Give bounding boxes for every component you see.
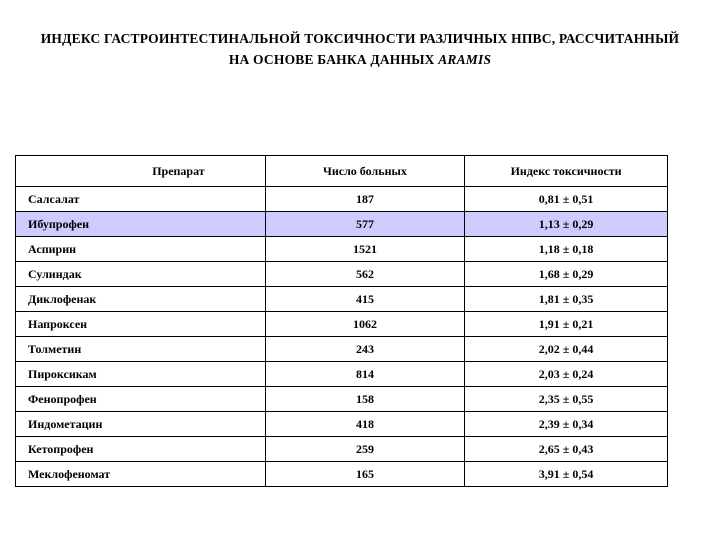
- patients-cell: 259: [265, 437, 465, 462]
- table-row: [16, 462, 668, 487]
- patients-cell: 577: [265, 212, 465, 237]
- slide-title-line1: ИНДЕКС ГАСТРОИНТЕСТИНАЛЬНОЙ ТОКСИЧНОСТИ РАЗЛИЧНЫХ НПВС, РАССЧИТАННЫЙ: [40, 31, 680, 46]
- toxicity-index-cell: 1,68 ± 0,29: [465, 262, 668, 287]
- patients-cell: 415: [265, 287, 465, 312]
- drug-cell: Диклофенак: [16, 287, 266, 312]
- table-row: [16, 337, 668, 362]
- patients-cell: 418: [265, 412, 465, 437]
- toxicity-index-cell: 2,65 ± 0,43: [465, 437, 668, 462]
- slide-title-databank-name: ARAMIS: [438, 52, 492, 67]
- table-row: [16, 237, 668, 262]
- toxicity-table: [15, 155, 668, 487]
- patients-cell: 814: [265, 362, 465, 387]
- drug-cell: Ибупрофен: [16, 212, 266, 237]
- drug-cell: Меклофеномат: [16, 462, 266, 487]
- toxicity-index-cell: 0,81 ± 0,51: [465, 187, 668, 212]
- table-row: [16, 262, 668, 287]
- table-row: [16, 212, 668, 237]
- drug-cell: Индометацин: [16, 412, 266, 437]
- table-row: [16, 312, 668, 337]
- table-row: [16, 387, 668, 412]
- header-patients: Число больных: [265, 156, 465, 187]
- toxicity-index-cell: 1,81 ± 0,35: [465, 287, 668, 312]
- toxicity-index-cell: 3,91 ± 0,54: [465, 462, 668, 487]
- table-row: [16, 362, 668, 387]
- drug-cell: Фенопрофен: [16, 387, 266, 412]
- slide-title: [18, 28, 702, 70]
- toxicity-index-cell: 2,03 ± 0,24: [465, 362, 668, 387]
- slide-title-line2: НА ОСНОВЕ БАНКА ДАННЫХ: [228, 52, 439, 67]
- patients-cell: 187: [265, 187, 465, 212]
- drug-cell: Пироксикам: [16, 362, 266, 387]
- patients-cell: 243: [265, 337, 465, 362]
- header-drug: Препарат: [16, 156, 266, 187]
- toxicity-index-cell: 1,18 ± 0,18: [465, 237, 668, 262]
- drug-cell: Аспирин: [16, 237, 266, 262]
- patients-cell: 1521: [265, 237, 465, 262]
- toxicity-index-cell: 1,91 ± 0,21: [465, 312, 668, 337]
- toxicity-index-cell: 2,02 ± 0,44: [465, 337, 668, 362]
- patients-cell: 165: [265, 462, 465, 487]
- patients-cell: 562: [265, 262, 465, 287]
- table-row: [16, 287, 668, 312]
- drug-cell: Салсалат: [16, 187, 266, 212]
- table-row: [16, 412, 668, 437]
- table-body: [16, 187, 668, 487]
- drug-cell: Сулиндак: [16, 262, 266, 287]
- toxicity-index-cell: 1,13 ± 0,29: [465, 212, 668, 237]
- header-toxicity-index: Индекс токсичности: [465, 156, 668, 187]
- drug-cell: Напроксен: [16, 312, 266, 337]
- table-header-row: [16, 156, 668, 187]
- table-row: [16, 187, 668, 212]
- patients-cell: 1062: [265, 312, 465, 337]
- table-row: [16, 437, 668, 462]
- drug-cell: Толметин: [16, 337, 266, 362]
- toxicity-index-cell: 2,35 ± 0,55: [465, 387, 668, 412]
- drug-cell: Кетопрофен: [16, 437, 266, 462]
- patients-cell: 158: [265, 387, 465, 412]
- toxicity-index-cell: 2,39 ± 0,34: [465, 412, 668, 437]
